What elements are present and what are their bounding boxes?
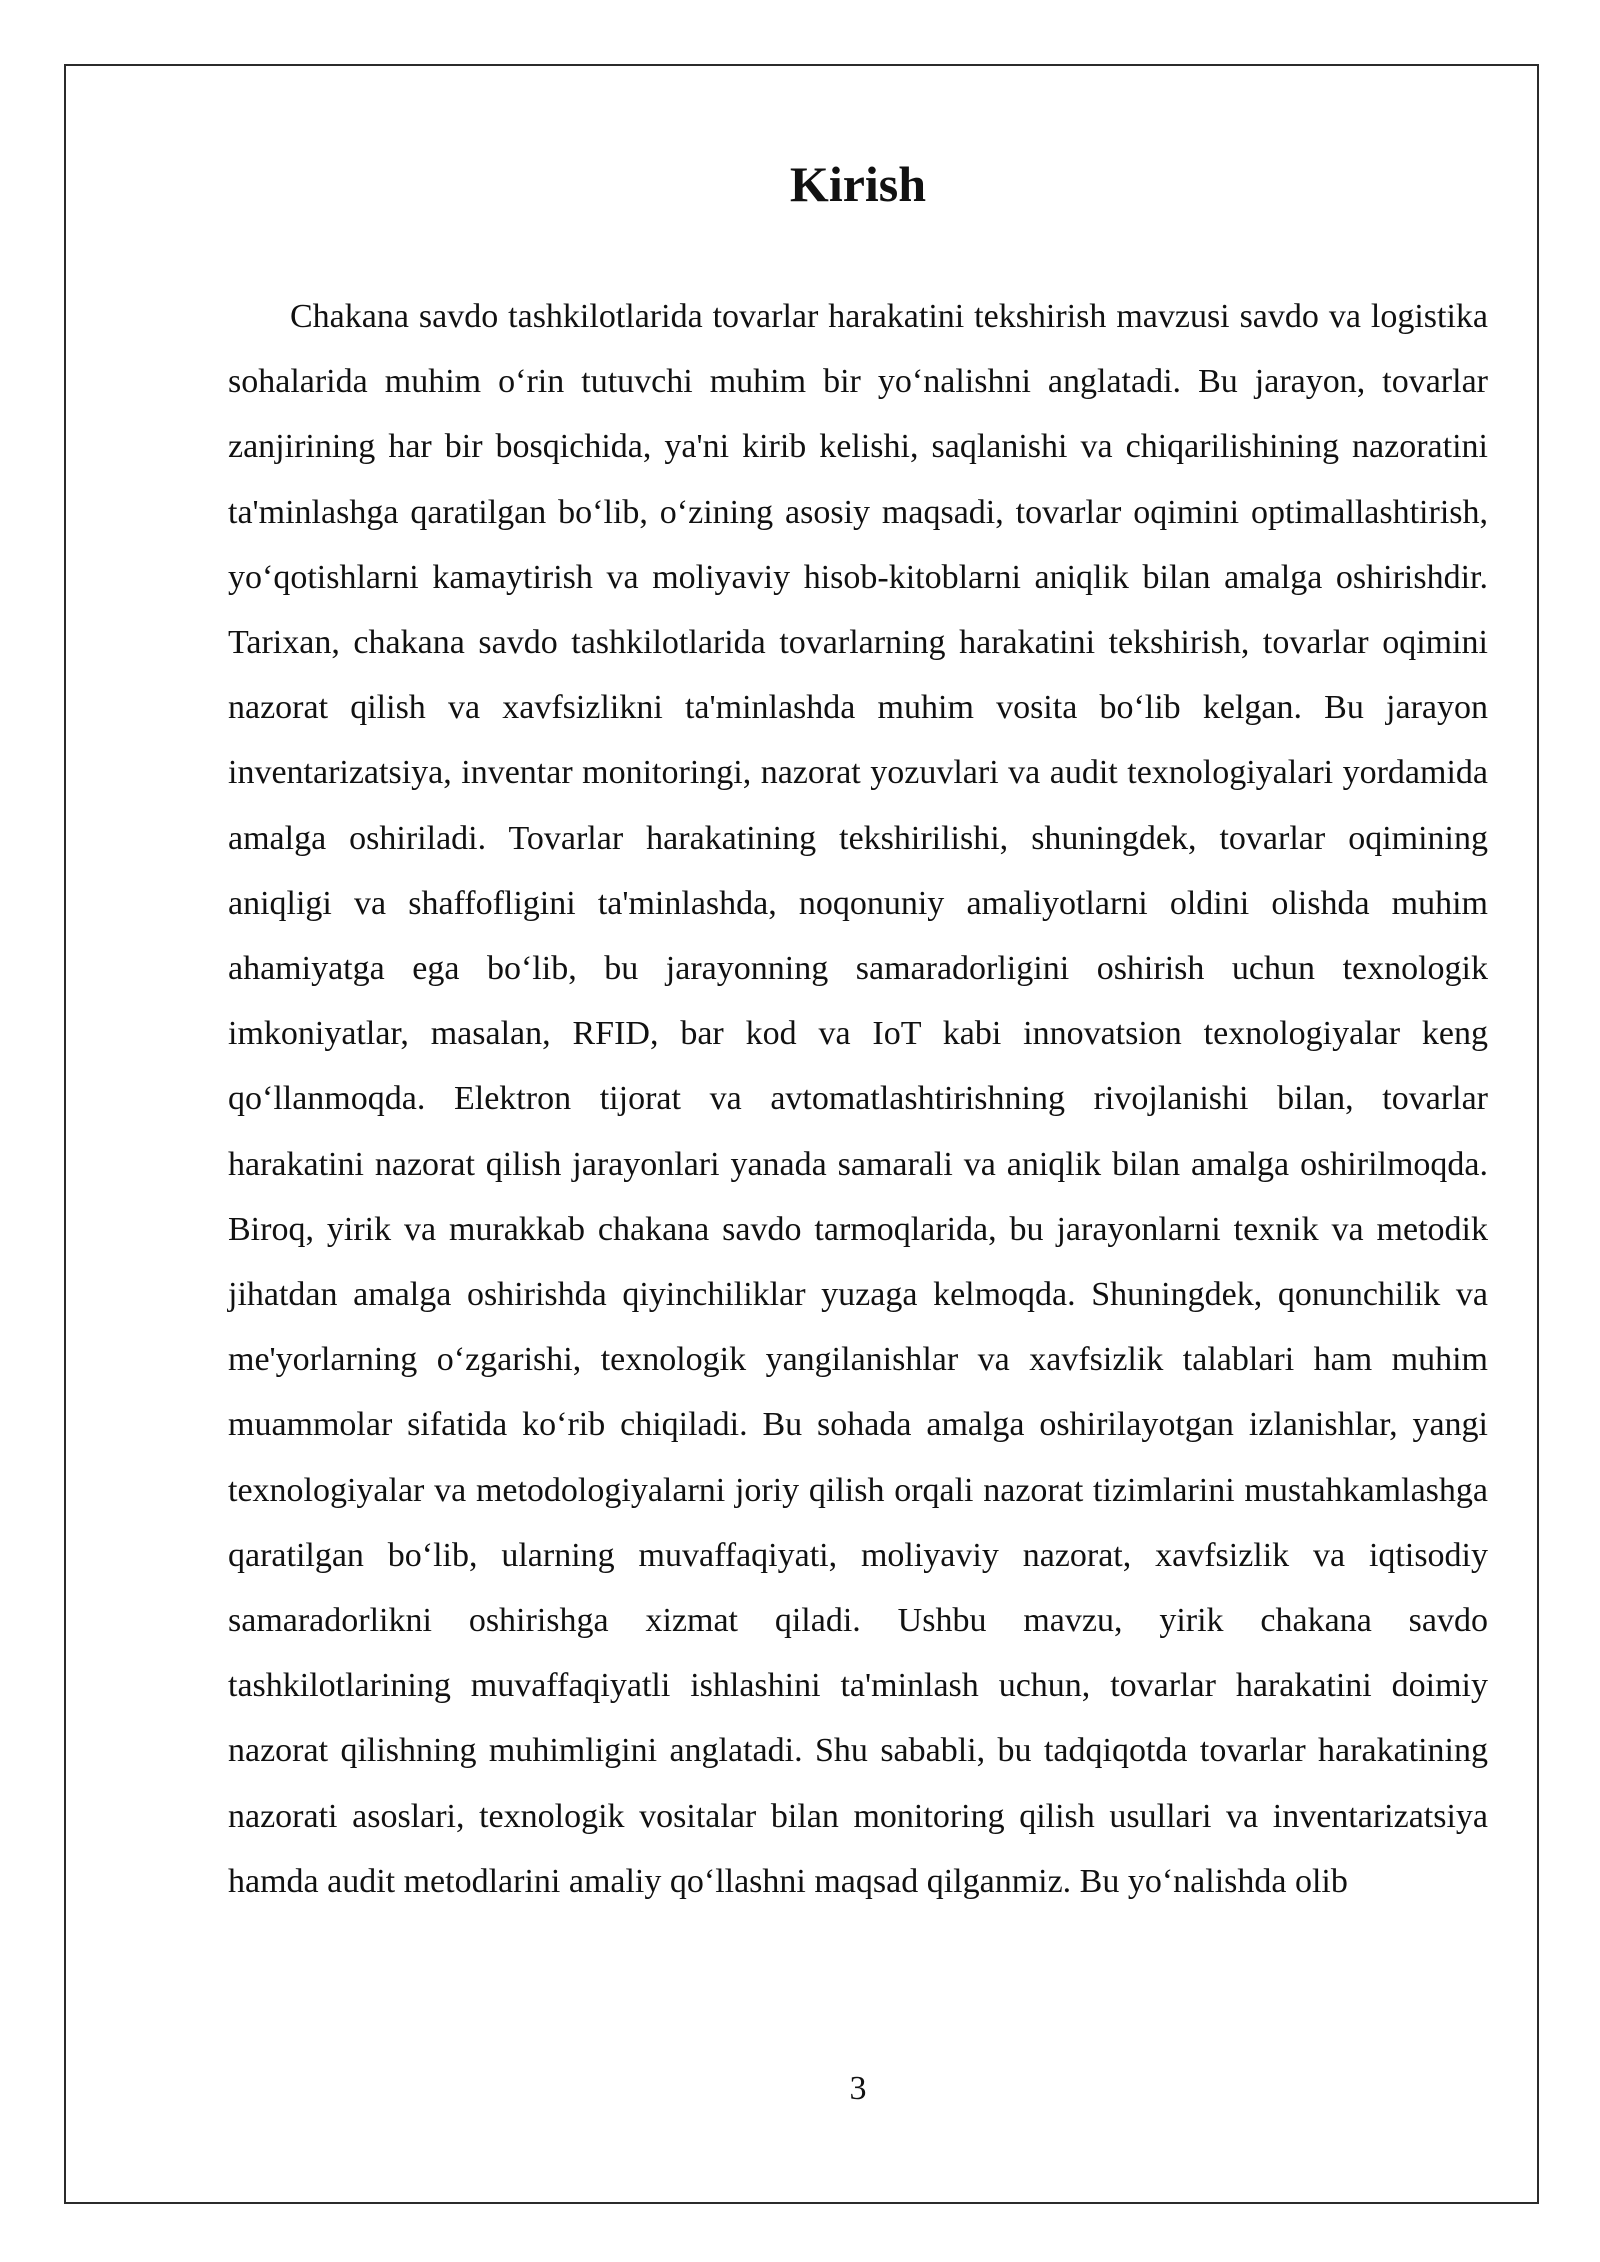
body-paragraph: Chakana savdo tashkilotlarida tovarlar harakatini tekshirish mavzusi savdo va logistika sohalarida muhim o‘rin tutuvchi muhim bir yo‘nalishni anglatadi. Bu jarayon, tovarlar zanjirining har bir bosqichida, ya'ni kirib kelishi, saqlanishi va chiqarilishining nazoratini ta'minlashga qaratilgan bo‘lib, o‘zining asosiy maqsadi, tovarlar oqimini optimallashtirish, yo‘qotishlarni kamaytirish va moliyaviy hisob-kitoblarni aniqlik bilan amalga oshirishdir. Tarixan, chakana savdo tashkilotlarida tovarlarning harakatini tekshirish, tovarlar oqimini nazorat qilish va xavfsizlikni ta'minlashda muhim vosita bo‘lib kelgan. Bu jarayon inventarizatsiya, inventar monitoringi, nazorat yozuvlari va audit texnologiyalari yordamida amalga oshiriladi. Tovarlar harakatining tekshirilishi, shuningdek, tovarlar oqimining aniqligi va shaffofligini ta'minlashda, noqonuniy amaliyotlarni oldini olishda muhim ahamiyatga ega bo‘lib, bu jarayonning samaradorligini oshirish uchun texnologik imkoniyatlar, masalan, RFID, bar kod va IoT kabi innovatsion texnologiyalar keng qo‘llanmoqda. Elektron tijorat va avtomatlashtirishning rivojlanishi bilan, tovarlar harakatini nazorat qilish jarayonlari yanada samarali va aniqlik bilan amalga oshirilmoqda. Biroq, yirik va murakkab chakana savdo tarmoqlarida, bu jarayonlarni texnik va metodik jihatdan amalga oshirishda qiyinchiliklar yuzaga kelmoqda. Shuningdek, qonunchilik va me'yorlarning o‘zgarishi, texnologik yangilanishlar va xavfsizlik talablari ham muhim muammolar sifatida ko‘rib chiqiladi. Bu sohada amalga oshirilayotgan izlanishlar, yangi texnologiyalar va metodologiyalarni joriy qilish orqali nazorat tizimlarini mustahkamlashga qaratilgan bo‘lib, ularning muvaffaqiyati, moliyaviy nazorat, xavfsizlik va iqtisodiy samaradorlikni oshirishga xizmat qiladi. Ushbu mavzu, yirik chakana savdo tashkilotlarining muvaffaqiyatli ishlashini ta'minlash uchun, tovarlar harakatini doimiy nazorat qilishning muhimligini anglatadi. Shu sababli, bu tadqiqotda tovarlar harakatining nazorati asoslari, texnologik vositalar bilan monitoring qilish usullari va inventarizatsiya hamda audit metodlarini amaliy qo‘llashni maqsad qilganmiz. Bu yo‘nalishda olib — [228, 298, 1488, 1900]
page-number: 3 — [849, 2070, 867, 2107]
page-title: Kirish — [789, 156, 927, 212]
